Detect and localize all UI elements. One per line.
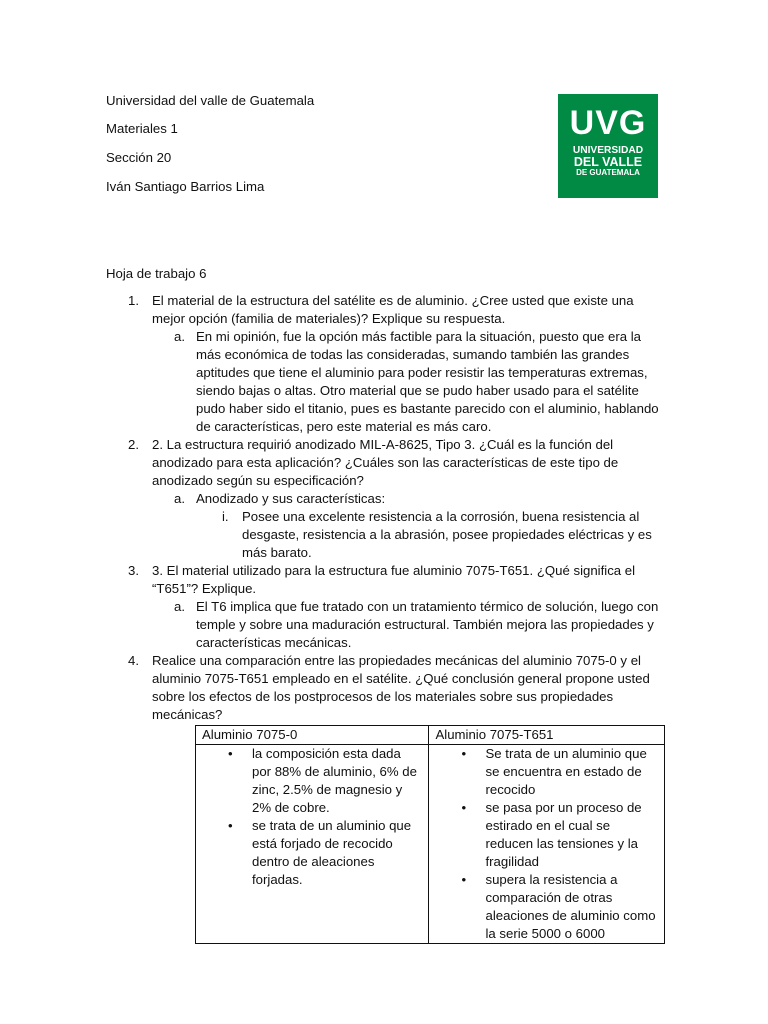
worksheet-title: Hoja de trabajo 6 xyxy=(106,266,207,281)
uvg-logo xyxy=(558,94,658,198)
answer-text: En mi opinión, fue la opción más factible para la situación, puesto que era la más económica de todas las consideradas, sumando también las grandes aptitudes que tiene el aluminio para poder resistir las temperaturas extremas, siendo bajas o altas. Otro material que se pudo haber usado para el satélite pudo haber sido el titanio, pues es bastante parecido con el aluminio, hablando de características, pero este material es más caro. xyxy=(196,329,659,434)
bullet-icon: • xyxy=(461,746,467,761)
list-item xyxy=(435,871,658,943)
answer-marker: a. xyxy=(174,491,185,506)
question-number: 3. xyxy=(128,563,139,578)
answer-marker: a. xyxy=(174,329,185,344)
answer-text: Anodizado y sus características: xyxy=(196,491,386,506)
list-item-text: Se trata de un aluminio que se encuentra en estado de recocido xyxy=(485,746,647,797)
table-cell xyxy=(429,745,665,944)
question-1 xyxy=(106,292,666,328)
question-text: El material de la estructura del satélite es de aluminio. ¿Cree usted que existe una mejor opción (familia de materiales)? Explique su respuesta. xyxy=(152,293,634,326)
bullet-icon: • xyxy=(461,872,467,887)
question-2 xyxy=(106,436,666,490)
answer-2a xyxy=(106,490,666,508)
list-item xyxy=(435,745,658,799)
questions-list xyxy=(106,292,666,724)
table-cell xyxy=(196,745,429,944)
question-4 xyxy=(106,652,666,724)
section-label: Sección 20 xyxy=(106,150,172,165)
question-number: 2. xyxy=(128,437,139,452)
university-name: Universidad del valle de Guatemala xyxy=(106,93,315,108)
list-item xyxy=(202,817,422,889)
list-item xyxy=(435,799,658,871)
question-number: 1. xyxy=(128,293,139,308)
question-text: Realice una comparación entre las propiedades mecánicas del aluminio 7075-0 y el aluminio 7075-T651 empleado en el satélite. ¿Qué conclusión general propone usted sobre los efectos de los postprocesos de los materiales sobre sus propiedades mecánicas? xyxy=(152,653,650,722)
table-header-cell: Aluminio 7075-T651 xyxy=(429,726,665,745)
answer-2a-i xyxy=(106,508,666,562)
table-row xyxy=(196,745,665,944)
question-text: 3. El material utilizado para la estructura fue aluminio 7075-T651. ¿Qué significa el “T651”? Explique. xyxy=(152,563,636,596)
sub-answer-marker: i. xyxy=(222,509,229,524)
answer-marker: a. xyxy=(174,599,185,614)
table-header-cell: Aluminio 7075-0 xyxy=(196,726,429,745)
question-number: 4. xyxy=(128,653,139,668)
course-name: Materiales 1 xyxy=(106,121,178,136)
list-item-text: se trata de un aluminio que está forjado de recocido dentro de aleaciones forjadas. xyxy=(252,818,412,887)
list-item-text: supera la resistencia a comparación de otras aleaciones de aluminio como la serie 5000 o 6000 xyxy=(485,872,656,941)
list-item-text: la composición esta dada por 88% de aluminio, 6% de zinc, 2.5% de magnesio y 2% de cobre. xyxy=(252,746,417,815)
list-item-text: se pasa por un proceso de estirado en el cual se reducen las tensiones y la fragilidad xyxy=(485,800,642,869)
question-3 xyxy=(106,562,666,598)
bullet-icon: • xyxy=(461,800,467,815)
sub-answer-text: Posee una excelente resistencia a la corrosión, buena resistencia al desgaste, resistencia a la abrasión, posee propiedades eléctricas y es más barato. xyxy=(242,509,652,560)
bullet-icon: • xyxy=(228,818,233,833)
logo-line-1: UNIVERSIDAD xyxy=(572,145,644,156)
answer-1a xyxy=(106,328,666,436)
list-item xyxy=(202,745,422,817)
logo-line-3: DE GUATEMALA xyxy=(576,168,640,177)
bullet-icon: • xyxy=(228,746,233,761)
logo-line-2: DEL VALLE xyxy=(573,155,643,169)
logo-acronym: UVG xyxy=(569,104,647,142)
student-name: Iván Santiago Barrios Lima xyxy=(106,179,265,194)
comparison-table xyxy=(195,725,665,944)
answer-text: El T6 implica que fue tratado con un tratamiento térmico de solución, luego con temple y sobre una maduración estructural. También mejora las propiedades y características mecánicas. xyxy=(196,599,659,650)
question-text: 2. La estructura requirió anodizado MIL-A-8625, Tipo 3. ¿Cuál es la función del anodizado para esta aplicación? ¿Cuáles son las características de este tipo de anodizado según su especificación? xyxy=(152,437,619,488)
answer-3a xyxy=(106,598,666,652)
table-header-row xyxy=(196,726,665,745)
